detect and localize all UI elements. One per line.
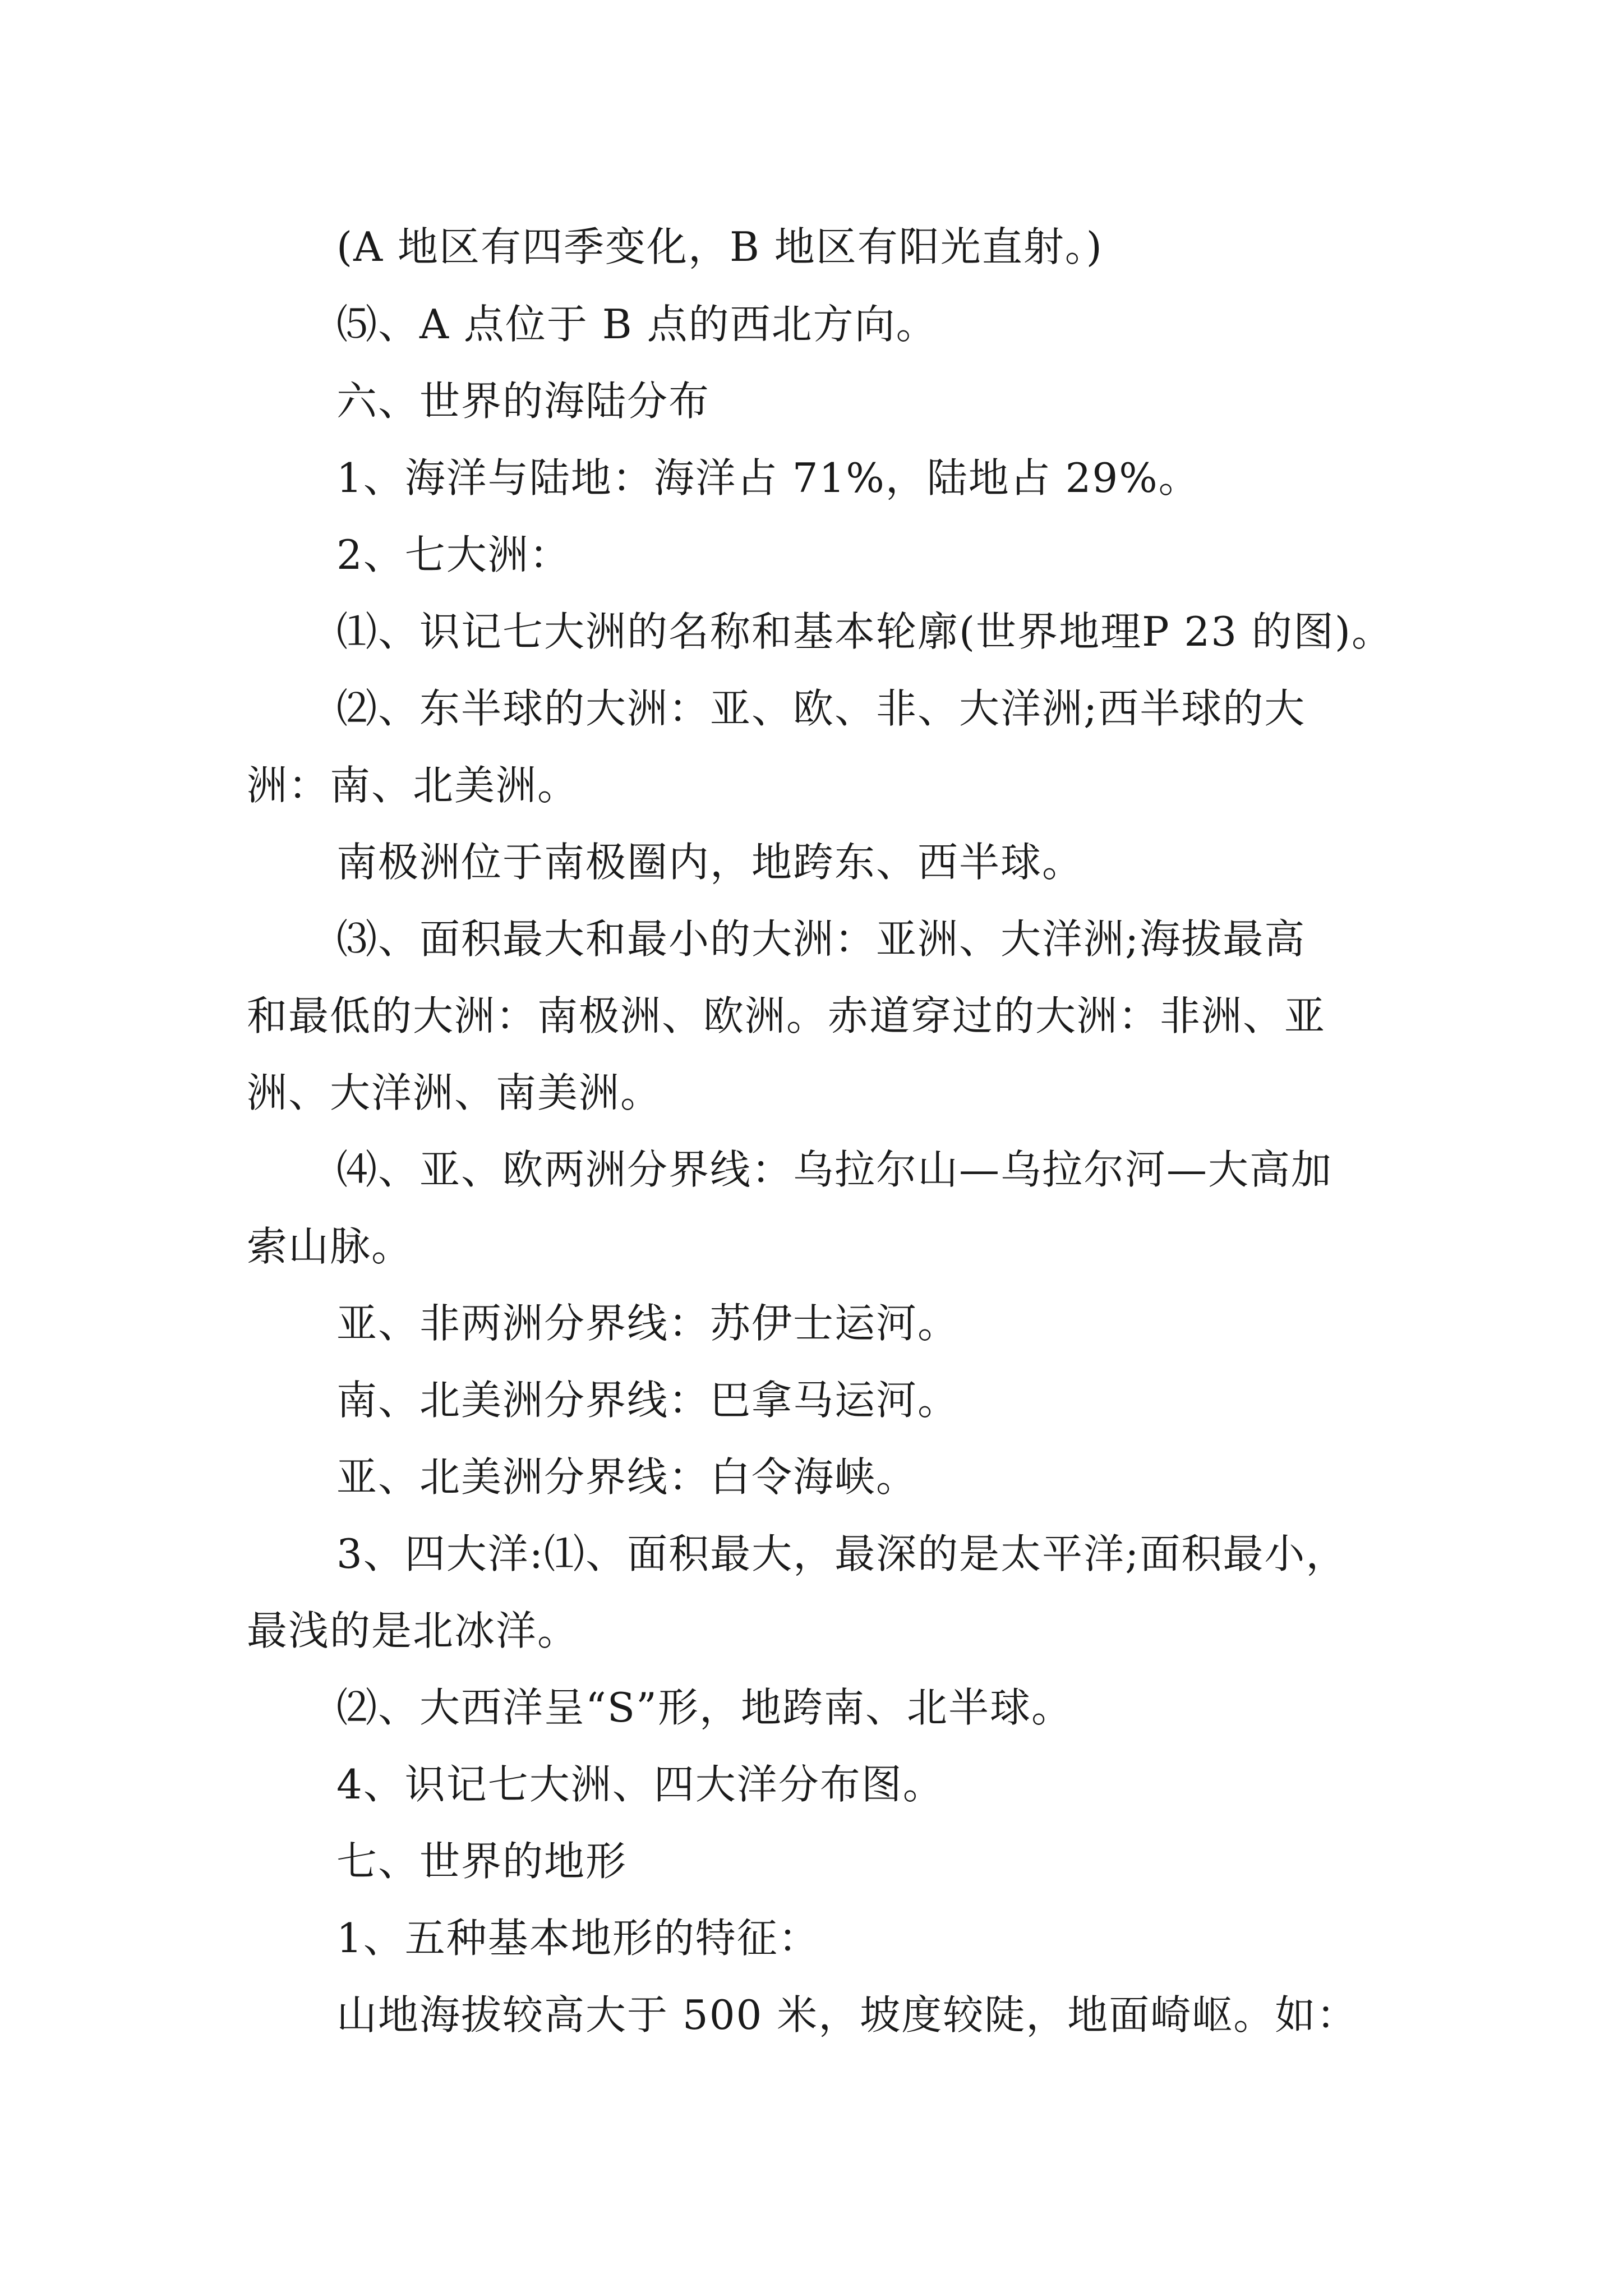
text-line: 最浅的是北冰洋。 (247, 1607, 579, 1654)
text-line: 南、北美洲分界线：巴拿马运河。 (336, 1377, 960, 1424)
section-heading: 七、世界的地形 (336, 1838, 628, 1885)
text-line: ⑵、大西洋呈“S”形，地跨南、北半球。 (336, 1684, 1073, 1731)
text-line: 南极洲位于南极圈内，地跨东、西半球。 (336, 839, 1084, 886)
text-line: 山地海拔较高大于 500 米，坡度较陡，地面崎岖。如： (336, 1991, 1358, 2039)
section-heading: 六、世界的海陆分布 (336, 378, 711, 425)
text-line: 索山脉。 (247, 1223, 413, 1270)
text-line: ⑷、亚、欧两洲分界线：乌拉尔山—乌拉尔河—大高加 (336, 1146, 1333, 1193)
text-line: ⑴、识记七大洲的名称和基本轮廓(世界地理P 23 的图)。 (336, 608, 1394, 655)
text-line: 亚、非两洲分界线：苏伊士运河。 (336, 1300, 960, 1347)
text-line: 4、识记七大洲、四大洋分布图。 (336, 1761, 944, 1808)
text-line: (A 地区有四季变化，B 地区有阳光直射。) (336, 223, 1103, 270)
text-line: ⑸、A 点位于 B 点的西北方向。 (336, 301, 938, 348)
text-line: 2、七大洲： (336, 531, 571, 578)
text-line: 洲：南、北美洲。 (247, 762, 579, 809)
text-line: ⑶、面积最大和最小的大洲：亚洲、大洋洲;海拔最高 (336, 915, 1306, 963)
text-line: 亚、北美洲分界线：白令海峡。 (336, 1453, 918, 1501)
text-line: 洲、大洋洲、南美洲。 (247, 1069, 662, 1116)
text-line: 1、五种基本地形的特征： (336, 1915, 820, 1962)
text-line: 和最低的大洲：南极洲、欧洲。赤道穿过的大洲：非洲、亚 (247, 992, 1326, 1039)
text-line: 1、海洋与陆地：海洋占 71%，陆地占 29%。 (336, 454, 1200, 501)
text-line: ⑵、东半球的大洲：亚、欧、非、大洋洲;西半球的大 (336, 685, 1306, 732)
text-line: 3、四大洋:⑴、面积最大，最深的是太平洋;面积最小， (336, 1530, 1348, 1577)
